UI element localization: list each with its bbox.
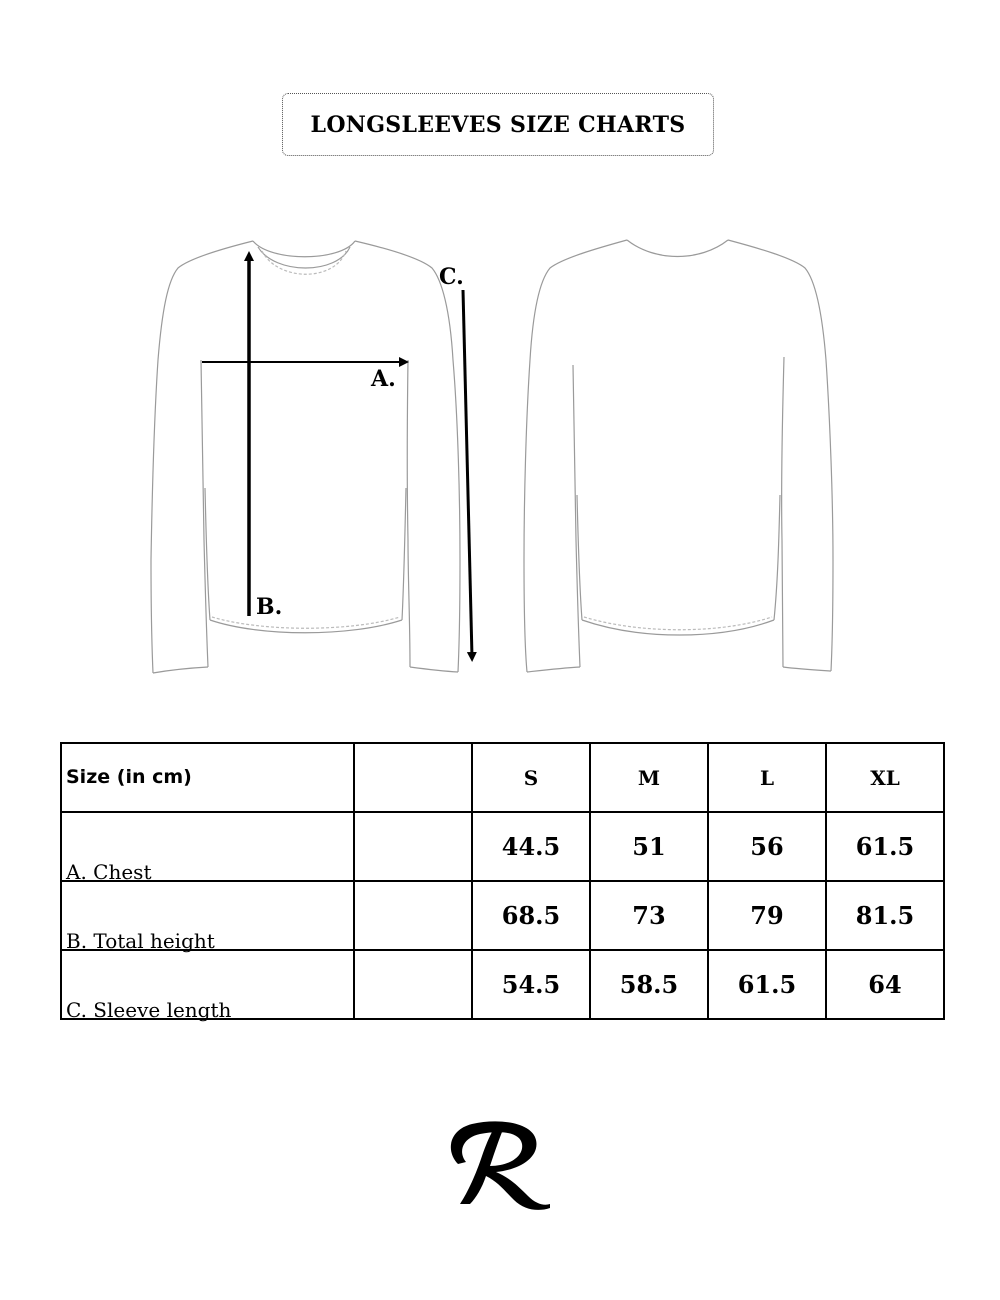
blank-cell (354, 881, 472, 950)
label-b: B. (256, 594, 283, 620)
blank-cell (354, 812, 472, 881)
row-label-sleeve-length: C. Sleeve length (66, 998, 232, 1022)
size-table (60, 742, 945, 1020)
label-a: A. (371, 366, 396, 392)
row-label-total-height: B. Total height (66, 929, 215, 953)
sleeve-arrow (463, 290, 472, 657)
header-size-m: M (590, 743, 708, 812)
header-size-xl: XL (826, 743, 944, 812)
value-cell: 64 (826, 950, 944, 1019)
table-row (61, 950, 944, 1019)
value-cell: 81.5 (826, 881, 944, 950)
value-cell: 58.5 (590, 950, 708, 1019)
header-size-s: S (472, 743, 590, 812)
value-cell: 79 (708, 881, 826, 950)
value-cell: 61.5 (826, 812, 944, 881)
value-cell: 61.5 (708, 950, 826, 1019)
value-cell: 73 (590, 881, 708, 950)
header-size-label: Size (in cm) (61, 743, 354, 812)
label-c: C. (439, 264, 464, 290)
back-shirt-outline (524, 240, 833, 672)
value-cell: 54.5 (472, 950, 590, 1019)
value-cell: 68.5 (472, 881, 590, 950)
page-title: LONGSLEEVES SIZE CHARTS (310, 111, 686, 138)
row-label-chest: A. Chest (66, 860, 152, 884)
header-size-l: L (708, 743, 826, 812)
table-header-row (61, 743, 944, 812)
header-blank-cell (354, 743, 472, 812)
front-shirt-outline (151, 241, 460, 673)
value-cell: 51 (590, 812, 708, 881)
blank-cell (354, 950, 472, 1019)
brand-logo (440, 1112, 560, 1212)
table-row (61, 812, 944, 881)
value-cell: 44.5 (472, 812, 590, 881)
value-cell: 56 (708, 812, 826, 881)
table-row (61, 881, 944, 950)
